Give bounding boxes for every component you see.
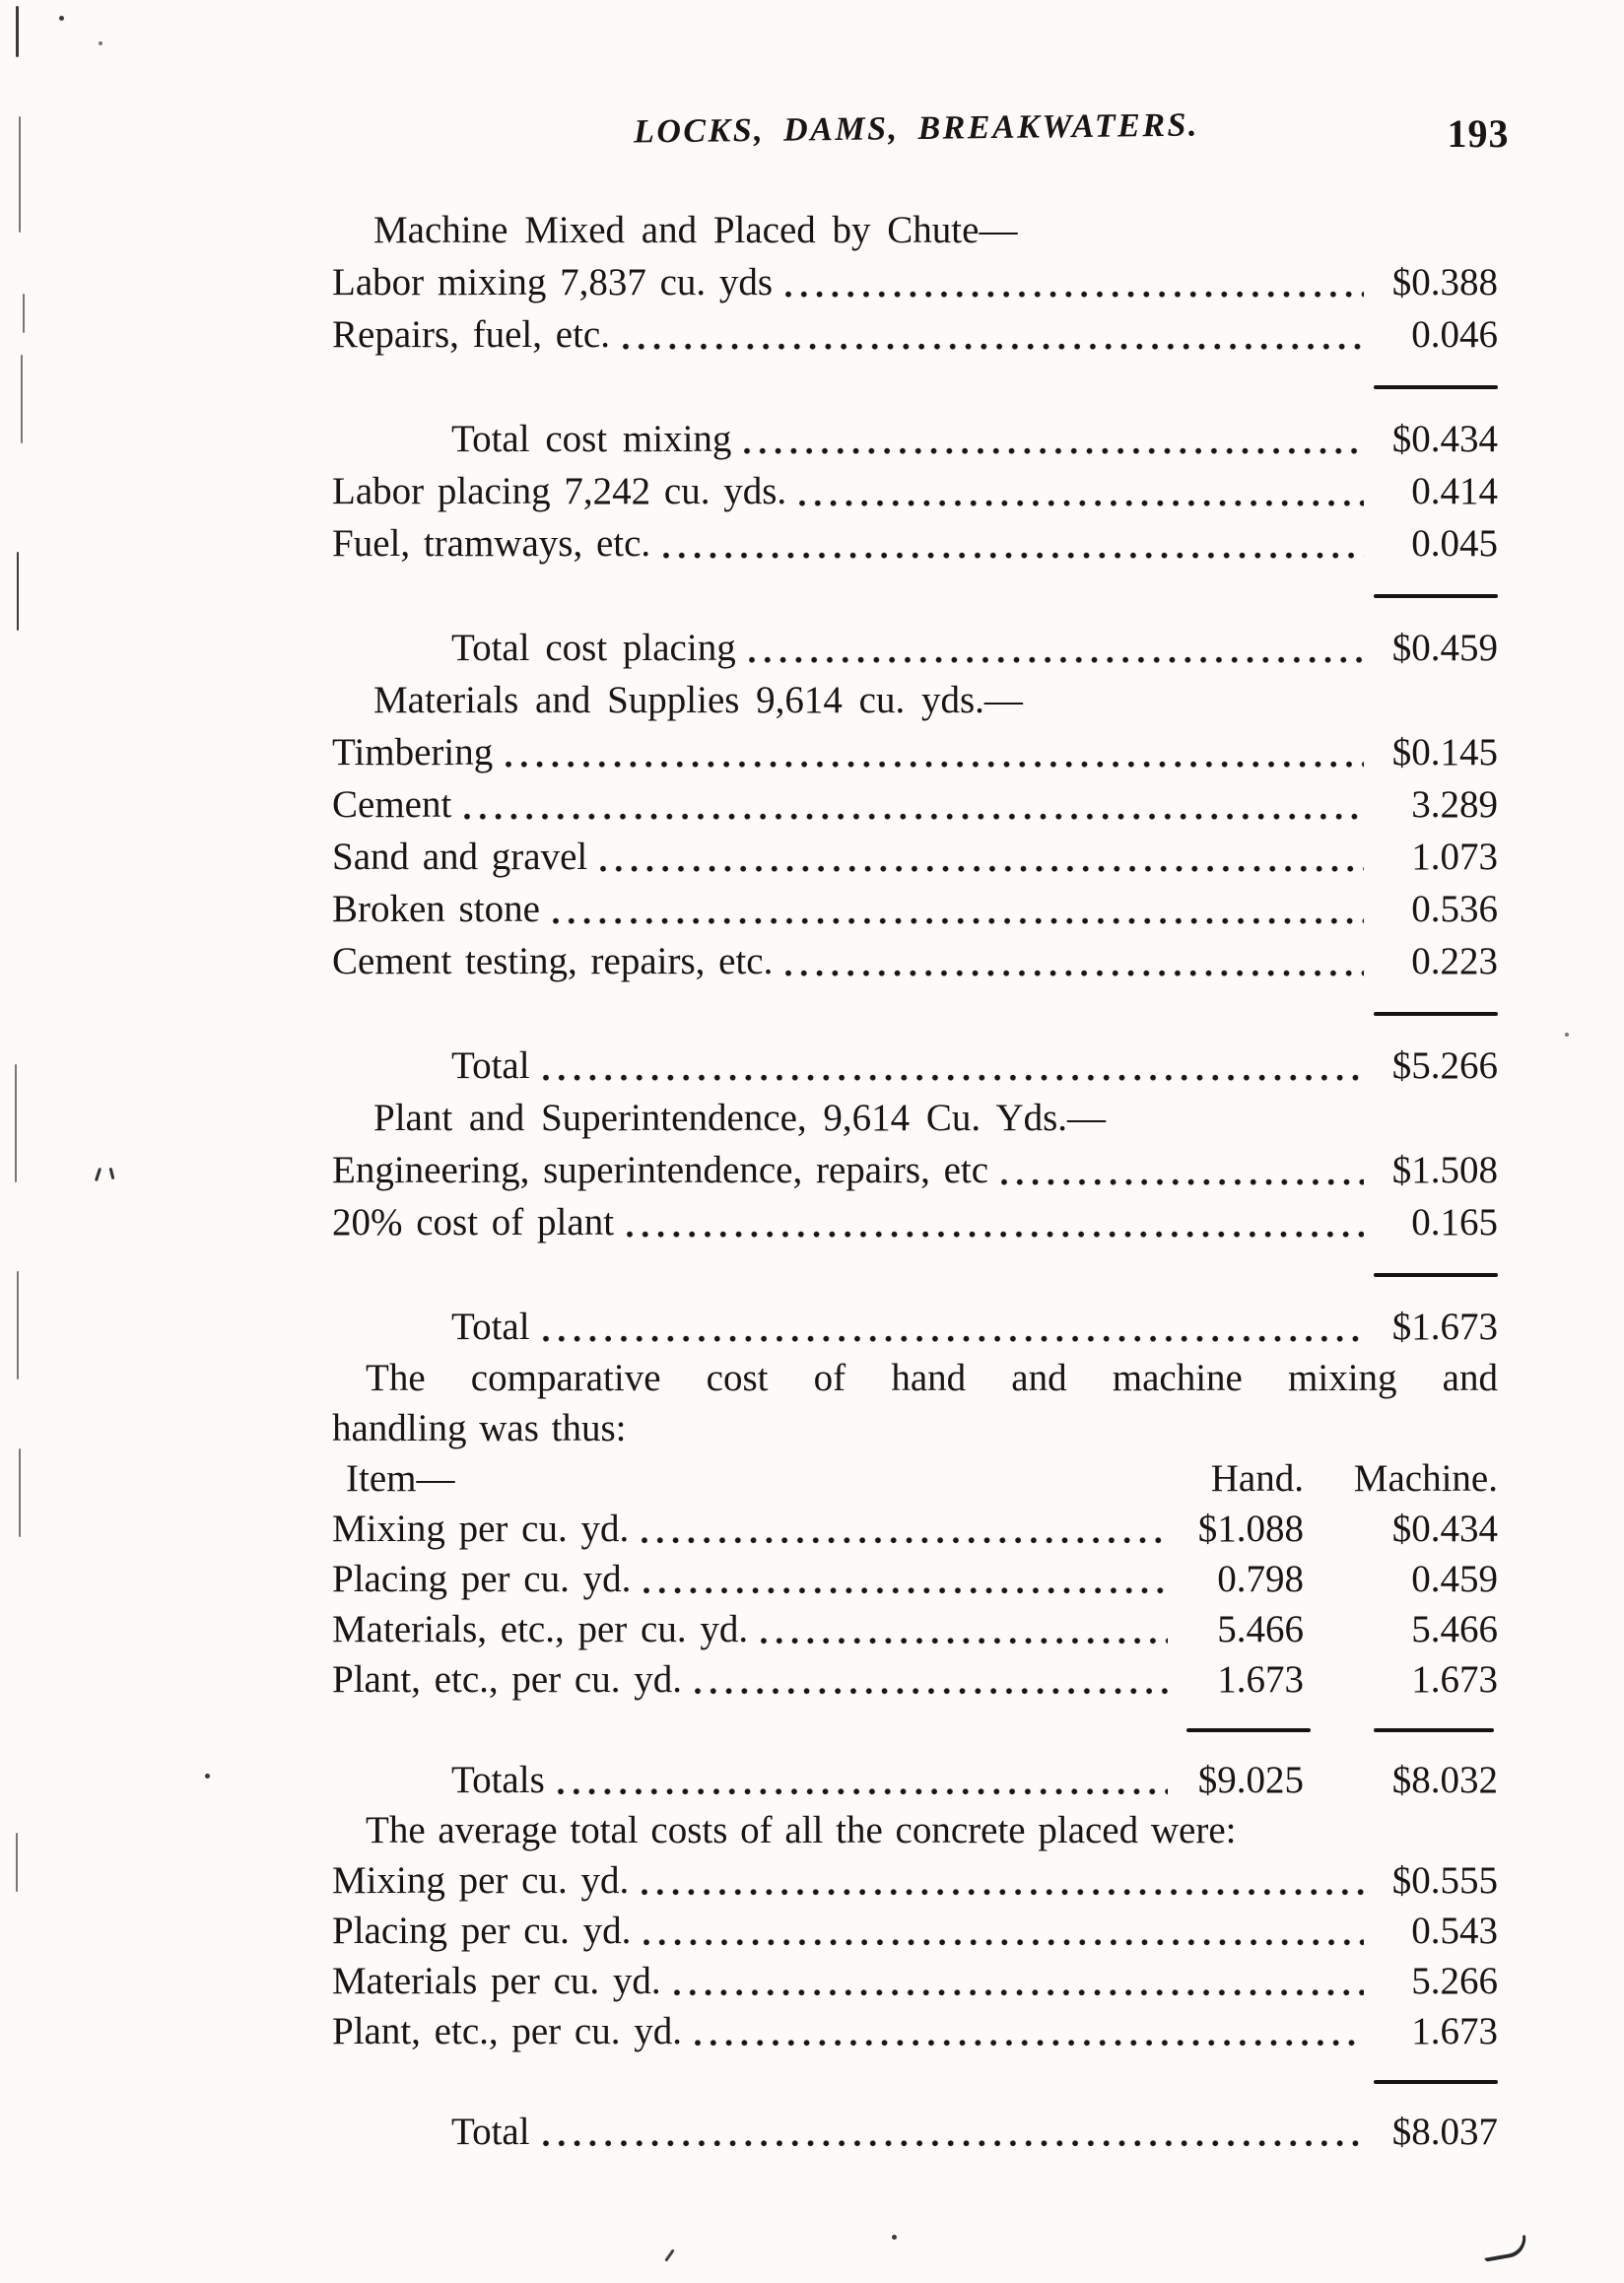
comparative-and-averages [332,1353,1498,2157]
scan-artifact [99,41,102,45]
cost-line-value: 3.289 [1411,783,1498,826]
cost-line-label: Labor mixing 7,837 cu. yds [332,261,774,303]
cost-line [332,465,1498,517]
cost-line-value: $0.388 [1391,261,1498,303]
dot-leader [690,1654,1168,1705]
cost-line-label: Placing per cu. yd. [332,1910,632,1952]
machine-value: $0.434 [1391,1508,1498,1550]
sum-rule-row [332,987,1498,1040]
dot-leader [996,1144,1364,1196]
cost-line-label: Engineering, superintendence, repairs, etc [332,1149,989,1191]
total-line-value: $8.037 [1391,2111,1498,2153]
sum-rule [1374,594,1498,598]
paragraph-line: handling was thus: [332,1407,627,1449]
scan-artifact [16,1833,18,1892]
cost-line-value: 0.046 [1411,313,1498,356]
hand-total-value: $9.025 [1197,1759,1304,1801]
dot-leader [501,726,1364,778]
hand-value: $1.088 [1197,1508,1304,1550]
machine-column-header: Machine. [1353,1457,1498,1500]
scan-artifact [17,1271,19,1379]
total-line-value: $5.266 [1391,1044,1498,1087]
cost-line-label: Sand and gravel [332,836,588,878]
cost-statement [332,204,1498,1353]
table-row-label: Plant, etc., per cu. yd. [332,1658,682,1701]
hand-value: 1.673 [1217,1658,1304,1701]
section-heading [332,204,1498,256]
machine-value: 5.466 [1411,1608,1498,1650]
dot-leader [538,2107,1364,2157]
scan-artifact [95,1168,102,1181]
cost-line [332,1956,1498,2006]
cost-line-value: 1.073 [1411,836,1498,878]
sum-rule [1374,1012,1498,1016]
page-content [332,204,1498,2157]
paragraph-line: The average total costs of all the concrete placed were: [366,1809,1237,1851]
sum-rule-row [332,570,1498,622]
dot-leader [690,2006,1364,2056]
hand-sum-rule [1186,1728,1311,1732]
total-line [332,1040,1498,1092]
table-totals-row [332,1755,1498,1805]
scan-artifact [59,16,64,21]
cost-line-label: Cement testing, repairs, etc. [332,940,774,982]
cost-line-value: $0.145 [1391,731,1498,773]
dot-leader [553,1755,1168,1805]
dot-leader [618,308,1364,361]
cost-line-label: Labor placing 7,242 cu. yds. [332,470,787,512]
table-column-headers [332,1453,1498,1504]
cost-line-label: Timbering [332,731,494,773]
cost-line [332,831,1498,883]
dot-leader [756,1604,1168,1654]
sum-rule [1374,2080,1498,2084]
dot-leader [794,465,1364,517]
item-column-header: Item— [346,1457,455,1500]
machine-value: 1.673 [1411,1658,1498,1701]
total-line-value: $0.459 [1391,627,1498,669]
dot-leader [595,831,1364,883]
total-line-value: $0.434 [1391,418,1498,460]
cost-line-value: 0.223 [1411,940,1498,982]
cost-line-value: 0.414 [1411,470,1498,512]
machine-total-value: $8.032 [1391,1759,1498,1801]
scan-artifact [16,6,19,57]
dot-leader [639,1554,1168,1604]
machine-value: 0.459 [1411,1558,1498,1600]
totals-label: Totals [451,1759,545,1801]
scan-artifact [23,294,25,333]
cost-line [332,2006,1498,2056]
cost-line-label: Repairs, fuel, etc. [332,313,610,356]
cost-line-value: $1.508 [1391,1149,1498,1191]
cost-line [332,935,1498,987]
section-heading [332,1092,1498,1144]
dot-leader [744,622,1364,674]
dot-leader [780,256,1364,308]
cost-line-label: Plant, etc., per cu. yd. [332,2010,682,2052]
section-heading-text: Machine Mixed and Placed by Chute— [373,209,1018,251]
cost-line-value: $0.555 [1391,1859,1498,1902]
table-row [332,1654,1498,1705]
dot-leader [548,883,1364,935]
cost-line-value: 0.536 [1411,888,1498,930]
section-heading-text: Materials and Supplies 9,614 cu. yds.— [373,679,1023,721]
total-line-label: Total [451,2111,530,2153]
cost-line-value: 1.673 [1411,2010,1498,2052]
cost-line-label: Fuel, tramways, etc. [332,522,651,565]
paragraph-line: The comparative cost of hand and machine mixing and [366,1357,1498,1399]
scan-artifact [1565,1033,1569,1037]
dot-leader [637,1855,1364,1906]
dot-leader [658,517,1364,570]
cost-line-value: 0.045 [1411,522,1498,565]
dot-leader [639,1906,1364,1956]
scan-artifact [109,1168,115,1179]
cost-line-value: 0.165 [1411,1201,1498,1243]
section-heading [332,674,1498,726]
scan-artifact [892,2235,897,2240]
cost-line-value: 0.543 [1411,1910,1498,1952]
dot-leader [538,1301,1364,1353]
sum-rule [1374,385,1498,389]
cost-line [332,726,1498,778]
cost-line [332,1144,1498,1196]
page-number: 193 [1447,111,1510,156]
cost-line [332,883,1498,935]
running-header-title: LOCKS, DAMS, BREAKWATERS. [633,106,1200,151]
sum-rule-row [332,361,1498,413]
section-heading-text: Plant and Superintendence, 9,614 Cu. Yds.— [373,1097,1107,1139]
table-row-label: Mixing per cu. yd. [332,1508,630,1550]
scan-artifact [205,1774,210,1779]
cost-line [332,778,1498,831]
dot-leader [459,778,1364,831]
scan-artifact [19,1448,21,1537]
total-line-label: Total cost placing [451,627,736,669]
dot-leader [538,1040,1364,1092]
scan-artifact [664,2249,674,2261]
hand-column-header: Hand. [1210,1457,1304,1500]
cost-line [332,308,1498,361]
scan-artifact [15,1064,17,1182]
total-line-label: Total [451,1044,530,1087]
table-row-label: Placing per cu. yd. [332,1558,632,1600]
sum-rule [1374,1273,1498,1277]
dot-leader [637,1504,1168,1554]
scan-artifact [17,552,19,631]
table-row [332,1554,1498,1604]
cost-line-label: Mixing per cu. yd. [332,1859,630,1902]
table-row-label: Materials, etc., per cu. yd. [332,1608,749,1650]
total-line [332,1301,1498,1353]
cost-line [332,256,1498,308]
cost-line-label: Broken stone [332,888,540,930]
cost-line [332,517,1498,570]
dot-leader [780,935,1364,987]
hand-value: 0.798 [1217,1558,1304,1600]
scan-artifact [1482,2235,1529,2262]
sum-rule-row [332,2056,1498,2107]
table-row [332,1604,1498,1654]
scan-artifact [19,116,21,233]
total-line-label: Total cost mixing [451,418,732,460]
scan-artifact [21,355,23,443]
total-line-label: Total [451,1306,530,1348]
machine-sum-rule [1374,1728,1494,1732]
cost-line [332,1906,1498,1956]
table-row [332,1504,1498,1554]
hand-value: 5.466 [1217,1608,1304,1650]
total-line-value: $1.673 [1391,1306,1498,1348]
cost-line [332,1196,1498,1248]
cost-line [332,1855,1498,1906]
cost-line-label: 20% cost of plant [332,1201,615,1243]
cost-line-label: Cement [332,783,452,826]
dot-leader [622,1196,1364,1248]
dot-leader [739,413,1364,465]
dot-leader [669,1956,1364,2006]
total-line [332,413,1498,465]
sum-rule-row [332,1705,1498,1755]
total-line [332,2107,1498,2157]
total-line [332,622,1498,674]
cost-line-label: Materials per cu. yd. [332,1960,661,2002]
sum-rule-row [332,1248,1498,1301]
cost-line-value: 5.266 [1411,1960,1498,2002]
